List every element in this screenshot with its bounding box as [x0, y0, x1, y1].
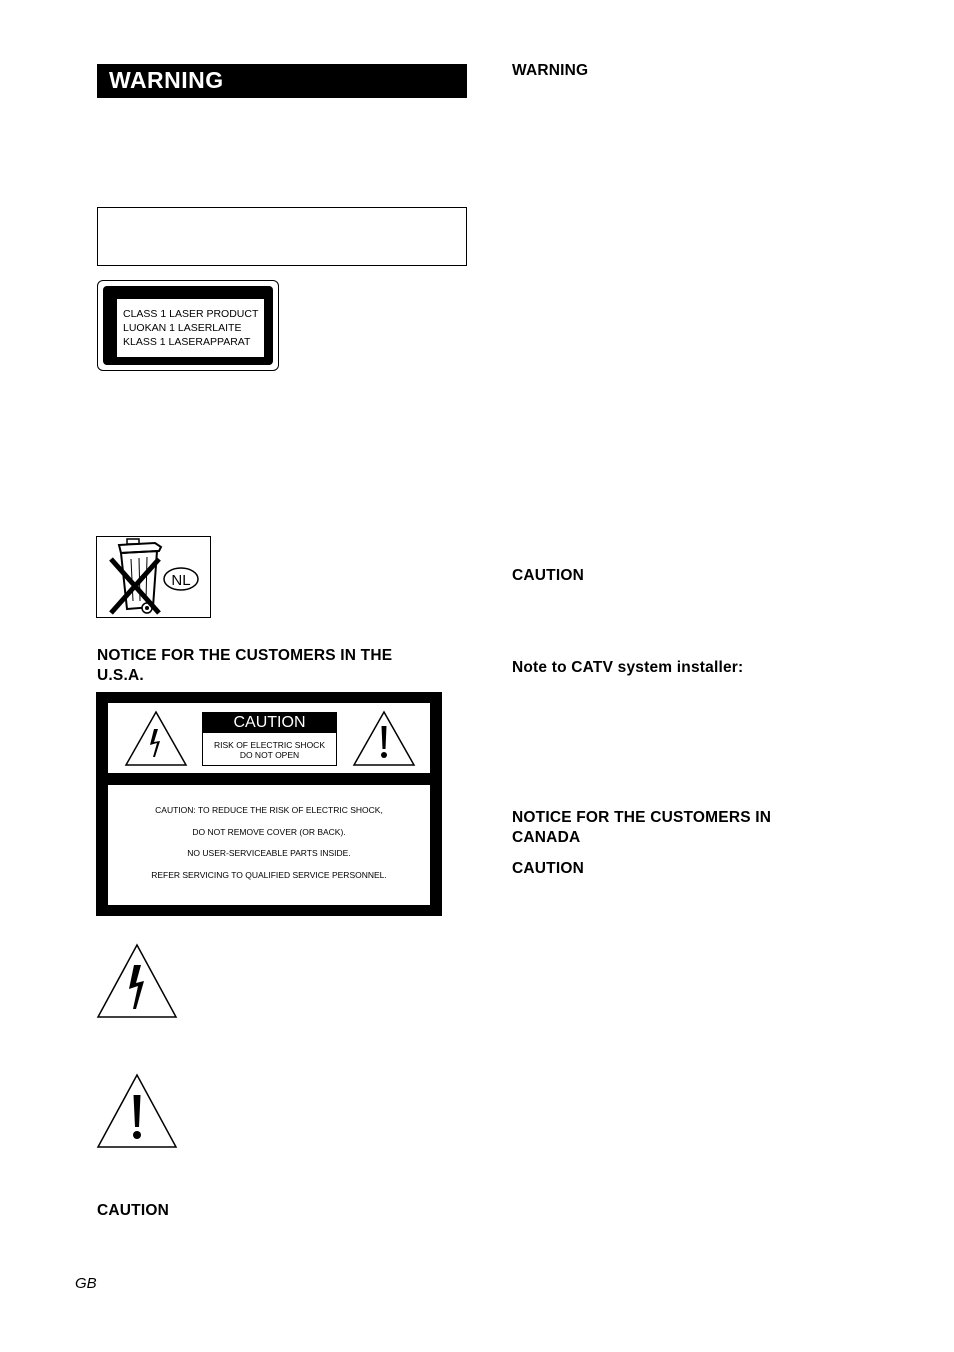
right-warning-heading: WARNING [512, 62, 589, 79]
caution-text-line-4: REFER SERVICING TO QUALIFIED SERVICE PERSONNEL. [151, 870, 387, 880]
caution-label [202, 712, 337, 766]
warning-banner [97, 64, 467, 98]
caution-text-line-1: CAUTION: TO REDUCE THE RISK OF ELECTRIC SHOCK, [155, 805, 383, 815]
exclamation-triangle-icon [352, 709, 416, 767]
bottom-caution-heading: CAUTION [97, 1202, 170, 1219]
caution-text-line-3: NO USER-SERVICEABLE PARTS INSIDE. [187, 848, 351, 858]
electric-shock-icon [124, 709, 188, 767]
exclamation-warning-icon [96, 1073, 178, 1149]
canada-notice-heading: NOTICE FOR THE CUSTOMERS IN CANADA [512, 809, 772, 846]
caution-panel [96, 692, 442, 916]
lightning-warning-icon [96, 943, 178, 1019]
caution-text-line-2: DO NOT REMOVE COVER (OR BACK). [192, 827, 346, 837]
catv-heading: Note to CATV system installer: [512, 659, 744, 676]
canada-caution-heading: CAUTION [512, 860, 585, 877]
caution-label-line-2: DO NOT OPEN [239, 750, 300, 760]
warning-banner-title: WARNING [109, 67, 224, 93]
laser-label-line-3: KLASS 1 LASERAPPARAT [123, 336, 251, 348]
recycling-mark [96, 536, 211, 618]
crossed-bin-icon [97, 537, 210, 617]
laser-label-line-2: LUOKAN 1 LASERLAITE [123, 322, 242, 334]
laser-product-label [97, 280, 279, 371]
recycling-mark-text: NL [171, 572, 191, 589]
page-mark: GB [75, 1275, 97, 1292]
caution-label-title: CAUTION [203, 713, 336, 733]
right-caution-heading: CAUTION [512, 567, 585, 584]
usa-notice-heading: NOTICE FOR THE CUSTOMERS IN THE U.S.A. [97, 647, 393, 684]
caution-label-line-1: RISK OF ELECTRIC SHOCK [214, 740, 325, 750]
notice-box [97, 207, 467, 266]
laser-label-line-1: CLASS 1 LASER PRODUCT [123, 308, 259, 320]
